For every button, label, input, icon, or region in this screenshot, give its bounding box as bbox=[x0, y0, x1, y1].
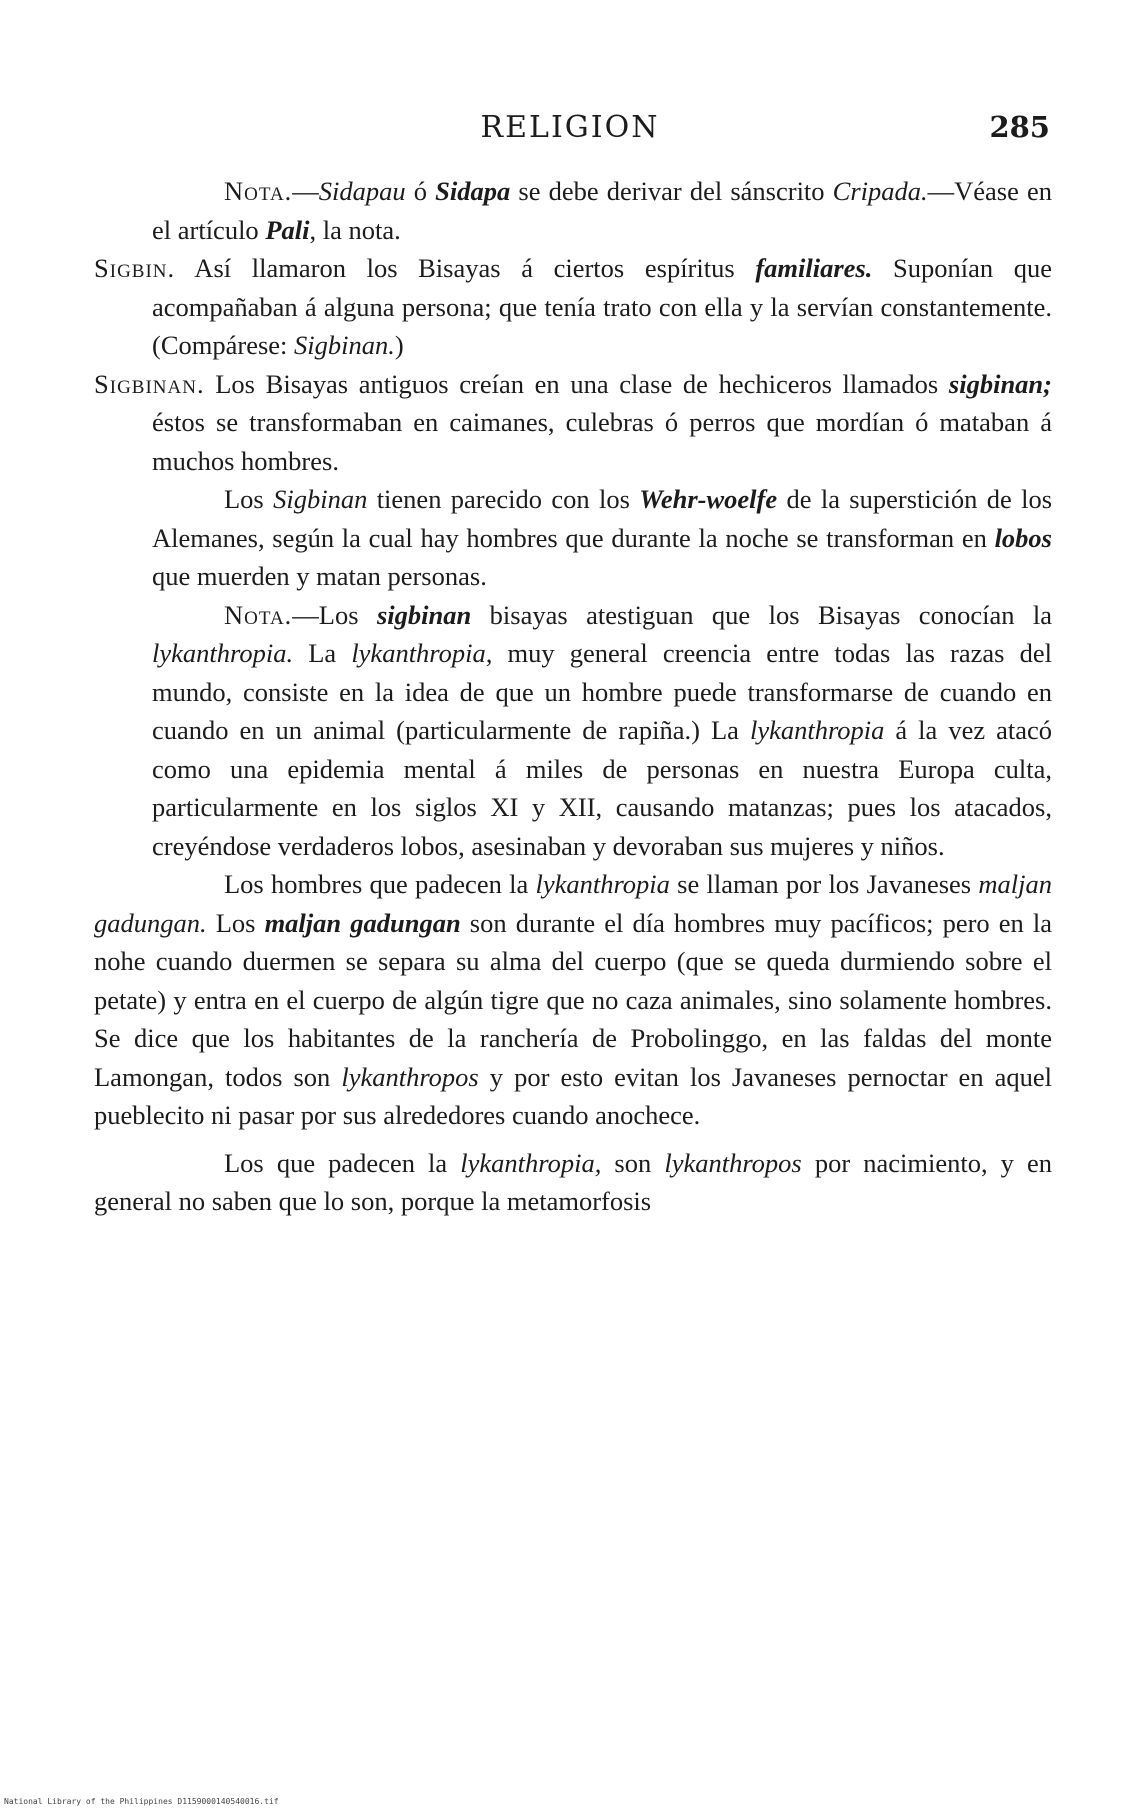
term-lykanthropos-1: lykanthropos bbox=[341, 1061, 479, 1092]
term-sigbinan-3: sigbinan bbox=[376, 599, 472, 630]
term-sigbinan-ref: Sigbinan. bbox=[294, 330, 395, 360]
term-sigbinan: sigbinan; bbox=[948, 368, 1052, 399]
term-maljan-gadungan-1: maljan gadungan. bbox=[94, 869, 1052, 938]
nota-paragraph-lykanthropia: Nota.—Los sigbinan bisayas atestiguan que los Bisayas conocían la lykanthropia. La lykanthropia, muy general creencia entre todas las razas del mundo, consiste en la idea de que un hombre puede transformarse de cuando en cuando en un animal (particularmente de rapiña.) La lykanthropia á la vez atacó como una epidemia mental á miles de personas en nuestra Europa culta, particularmente en los siglos XI y XII, causando matanzas; pues los atacados, creyéndose verdaderos lobos, asesinaban y devoraban sus mujeres y niños. bbox=[152, 599, 1053, 861]
scan-footer: National Library of the Philippines D1159000140540016.tif bbox=[4, 1797, 279, 1806]
paragraph-javaneses: Los hombres que padecen la lykanthropia se llaman por los Javaneses maljan gadungan. Los maljan gadungan son durante el día hombres muy pacíficos; pero en la nohe cuando duermen se separa su alma del cuerpo (que se queda durmiendo sobre el petate) y entra en el cuerpo de algún tigre que no caza animales, sino solamente hombres. Se dice que los habitantes de la ranchería de Probolinggo, en las faldas del monte Lamongan, todos son lykanthropos y por esto evitan los Javaneses pernoctar en aquel pueblecito ni pasar por sus alrededores cuando anochece. bbox=[94, 869, 1053, 1130]
term-lykanthropia-2: lykanthropia, bbox=[351, 638, 493, 668]
paragraph-gap bbox=[94, 1135, 1052, 1144]
term-sidapau: Sidapau bbox=[318, 176, 406, 206]
term-familiares: familiares. bbox=[755, 253, 873, 283]
nota-label-2: Nota. bbox=[224, 599, 293, 630]
nota-paragraph-sidapa: Nota.—Sidapau ó Sidapa se debe derivar del sánscrito Cripada.—Véase en el artículo Pali, la nota. bbox=[152, 176, 1053, 245]
entry-sigbinan: Sigbinan. Los Bisayas antiguos creían en una clase de hechiceros llamados sigbinan; éstos se transformaban en caimanes, culebras ó perros que mordían ó mataban á muchos hombres. bbox=[94, 368, 1052, 476]
term-lykanthropia-3: lykanthropia bbox=[749, 715, 885, 745]
headword-sigbin: Sigbin. bbox=[94, 253, 176, 283]
paragraph-wehr-woelfe: Los Sigbinan tienen parecido con los Wehr-woelfe de la superstición de los Alemanes, según la cual hay hombres que durante la noche se transforman en lobos que muerden y matan personas. bbox=[152, 484, 1053, 591]
term-lykanthropos-2: lykanthropos bbox=[664, 1147, 802, 1178]
running-header bbox=[90, 110, 1050, 150]
page-body bbox=[94, 172, 1052, 1221]
term-lykanthropia-4: lykanthropia bbox=[535, 869, 670, 899]
entry-sigbin: Sigbin. Así llamaron los Bisayas á ciertos espíritus familiares. Suponían que acompañaban á alguna persona; que tenía trato con ella y la servían constantemente. (Compárese: Sigbinan.) bbox=[94, 253, 1052, 360]
term-lykanthropia-1: lykanthropia. bbox=[152, 638, 294, 668]
running-title: RELIGION bbox=[480, 110, 660, 145]
headword-sigbinan: Sigbinan. bbox=[94, 368, 205, 399]
term-lykanthropia-5: lykanthropia, bbox=[460, 1147, 602, 1178]
term-lobos: lobos bbox=[994, 522, 1052, 553]
term-sigbinan-2: Sigbinan bbox=[273, 484, 368, 514]
term-sidapa: Sidapa bbox=[435, 176, 511, 206]
page-number: 285 bbox=[989, 110, 1050, 144]
term-cripada: Cripada. bbox=[832, 176, 928, 206]
paragraph-nacimiento: Los que padecen la lykanthropia, son lykanthropos por nacimiento, y en general no saben que lo son, porque la metamorfosis bbox=[94, 1147, 1053, 1216]
term-pali: Pali bbox=[265, 214, 310, 245]
term-maljan-gadungan-2: maljan gadungan bbox=[264, 907, 461, 938]
term-wehr-woelfe: Wehr-woelfe bbox=[639, 484, 778, 514]
nota-label: Nota. bbox=[224, 176, 293, 206]
